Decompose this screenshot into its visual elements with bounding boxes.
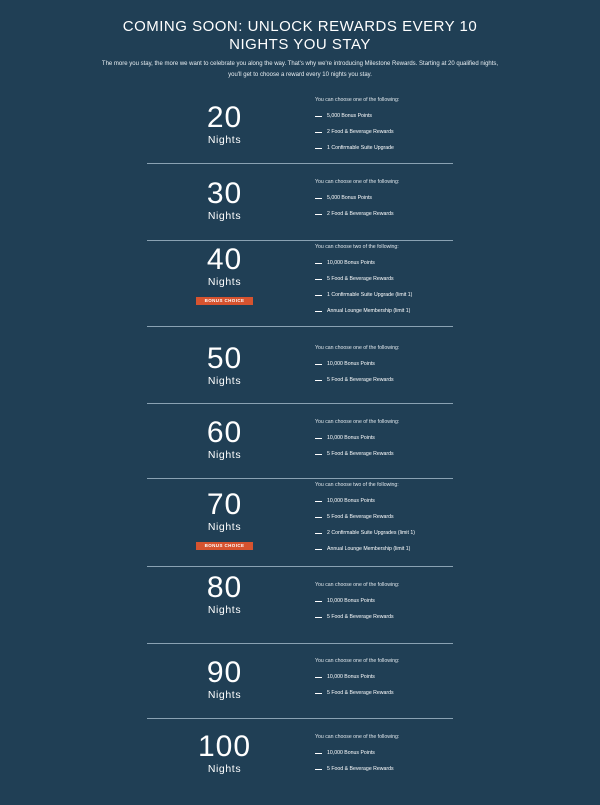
- dash-bullet-icon: [315, 311, 322, 312]
- reward-option-label: 5 Food & Beverage Rewards: [327, 514, 394, 520]
- tier-heading: [147, 244, 302, 307]
- reward-option-label: 5 Food & Beverage Rewards: [327, 377, 394, 383]
- tier-row-30: [147, 164, 453, 241]
- tier-heading: [147, 657, 302, 702]
- tier-heading: [147, 343, 302, 388]
- dash-bullet-icon: [315, 753, 322, 754]
- tier-night-label: Nights: [207, 604, 242, 616]
- tier-night-count: 80: [206, 571, 243, 604]
- reward-option: [315, 529, 455, 537]
- choose-instruction: You can choose one of the following:: [315, 419, 400, 425]
- reward-option: [315, 128, 455, 136]
- dash-bullet-icon: [315, 214, 322, 215]
- dash-bullet-icon: [315, 263, 322, 264]
- reward-option: [315, 434, 455, 442]
- dash-bullet-icon: [315, 533, 322, 534]
- tier-row-50: [147, 327, 453, 404]
- dash-bullet-icon: [315, 454, 322, 455]
- reward-options: [315, 657, 455, 697]
- reward-option-label: 10,000 Bonus Points: [327, 750, 375, 756]
- reward-option: [315, 210, 455, 218]
- reward-options: [315, 96, 455, 152]
- tier-night-label: Nights: [207, 375, 242, 387]
- reward-options: [315, 344, 455, 384]
- dash-bullet-icon: [315, 438, 322, 439]
- dash-bullet-icon: [315, 116, 322, 117]
- tier-night-count: 70: [206, 488, 243, 521]
- dash-bullet-icon: [315, 279, 322, 280]
- reward-option-label: 1 Confirmable Suite Upgrade (limit 1): [327, 292, 413, 298]
- dash-bullet-icon: [315, 132, 322, 133]
- choose-instruction: You can choose one of the following:: [315, 345, 400, 351]
- dash-bullet-icon: [315, 549, 322, 550]
- tier-night-count: 100: [197, 730, 252, 763]
- reward-option: [315, 513, 455, 521]
- reward-option-label: 10,000 Bonus Points: [327, 598, 375, 604]
- reward-option-label: 5 Food & Beverage Rewards: [327, 690, 394, 696]
- tier-row-20: [147, 94, 453, 164]
- dash-bullet-icon: [315, 677, 322, 678]
- choose-instruction: You can choose one of the following:: [315, 582, 400, 588]
- choose-instruction: You can choose one of the following:: [315, 97, 400, 103]
- tier-night-label: Nights: [207, 210, 242, 222]
- reward-option: [315, 291, 455, 299]
- tier-row-70: [147, 479, 453, 567]
- bonus-choice-badge: BONUS CHOICE: [196, 297, 254, 305]
- reward-option-label: 5 Food & Beverage Rewards: [327, 276, 394, 282]
- dash-bullet-icon: [315, 364, 322, 365]
- dash-bullet-icon: [315, 198, 322, 199]
- dash-bullet-icon: [315, 501, 322, 502]
- tier-row-40: [147, 241, 453, 327]
- tier-night-count: 40: [206, 243, 243, 276]
- tier-night-label: Nights: [207, 763, 242, 775]
- page-header: [0, 18, 600, 81]
- dash-bullet-icon: [315, 295, 322, 296]
- reward-option: [315, 450, 455, 458]
- tier-night-count: 20: [206, 101, 243, 134]
- reward-option-label: 2 Food & Beverage Rewards: [327, 129, 394, 135]
- reward-option-label: 10,000 Bonus Points: [327, 260, 375, 266]
- tier-night-count: 90: [206, 656, 243, 689]
- tier-night-label: Nights: [207, 276, 242, 288]
- dash-bullet-icon: [315, 693, 322, 694]
- reward-options: [315, 481, 455, 553]
- reward-option-label: Annual Lounge Membership (limit 1): [327, 546, 411, 552]
- tier-heading: [147, 178, 302, 223]
- reward-options: [315, 581, 455, 621]
- reward-option-label: 5,000 Bonus Points: [327, 195, 372, 201]
- tier-heading: [147, 489, 302, 552]
- tier-night-count: 60: [206, 416, 243, 449]
- reward-option: [315, 689, 455, 697]
- page-title: COMING SOON: UNLOCK REWARDS EVERY 10 NIGHTS YOU STAY: [122, 18, 478, 53]
- reward-option: [315, 545, 455, 553]
- choose-instruction: You can choose two of the following:: [315, 482, 399, 488]
- reward-option-label: 10,000 Bonus Points: [327, 435, 375, 441]
- reward-option-label: 2 Food & Beverage Rewards: [327, 211, 394, 217]
- reward-option: [315, 376, 455, 384]
- intro-text: The more you stay, the more we want to celebrate you along the way. That's why we're introducing Milestone Rewards. Starting at 20 qualified nights, you'll get to choose a reward every 10 nights you stay.: [101, 61, 499, 78]
- reward-option: [315, 613, 455, 621]
- choose-instruction: You can choose one of the following:: [315, 658, 400, 664]
- reward-option: [315, 112, 455, 120]
- reward-option-label: 5 Food & Beverage Rewards: [327, 614, 394, 620]
- tier-row-100: [147, 719, 453, 799]
- reward-option-label: 1 Confirmable Suite Upgrade: [327, 145, 394, 151]
- tier-night-count: 50: [206, 342, 243, 375]
- reward-option-label: Annual Lounge Membership (limit 1): [327, 308, 411, 314]
- reward-option: [315, 765, 455, 773]
- milestone-tier-list: [147, 94, 453, 799]
- reward-option: [315, 144, 455, 152]
- tier-heading: [147, 102, 302, 147]
- tier-row-60: [147, 404, 453, 479]
- reward-options: [315, 418, 455, 458]
- tier-heading: [147, 572, 302, 617]
- tier-row-90: [147, 644, 453, 719]
- tier-heading: [147, 417, 302, 462]
- reward-option-label: 5 Food & Beverage Rewards: [327, 766, 394, 772]
- reward-option-label: 2 Confirmable Suite Upgrades (limit 1): [327, 530, 415, 536]
- reward-option-label: 5,000 Bonus Points: [327, 113, 372, 119]
- tier-night-label: Nights: [207, 521, 242, 533]
- dash-bullet-icon: [315, 148, 322, 149]
- dash-bullet-icon: [315, 769, 322, 770]
- reward-option-label: 10,000 Bonus Points: [327, 498, 375, 504]
- dash-bullet-icon: [315, 380, 322, 381]
- choose-instruction: You can choose one of the following:: [315, 734, 400, 740]
- reward-options: [315, 178, 455, 218]
- reward-options: [315, 243, 455, 315]
- tier-night-count: 30: [206, 177, 243, 210]
- choose-instruction: You can choose two of the following:: [315, 244, 399, 250]
- bonus-choice-badge: BONUS CHOICE: [196, 542, 254, 550]
- dash-bullet-icon: [315, 517, 322, 518]
- reward-option-label: 10,000 Bonus Points: [327, 361, 375, 367]
- dash-bullet-icon: [315, 617, 322, 618]
- tier-night-label: Nights: [207, 449, 242, 461]
- reward-option-label: 5 Food & Beverage Rewards: [327, 451, 394, 457]
- tier-night-label: Nights: [207, 689, 242, 701]
- tier-row-80: [147, 567, 453, 644]
- reward-option: [315, 259, 455, 267]
- reward-option: [315, 497, 455, 505]
- reward-options: [315, 733, 455, 773]
- reward-option: [315, 749, 455, 757]
- reward-option-label: 10,000 Bonus Points: [327, 674, 375, 680]
- tier-night-label: Nights: [207, 134, 242, 146]
- reward-option: [315, 194, 455, 202]
- tier-heading: [147, 731, 302, 776]
- choose-instruction: You can choose one of the following:: [315, 179, 400, 185]
- reward-option: [315, 673, 455, 681]
- reward-option: [315, 307, 455, 315]
- reward-option: [315, 597, 455, 605]
- reward-option: [315, 360, 455, 368]
- dash-bullet-icon: [315, 601, 322, 602]
- reward-option: [315, 275, 455, 283]
